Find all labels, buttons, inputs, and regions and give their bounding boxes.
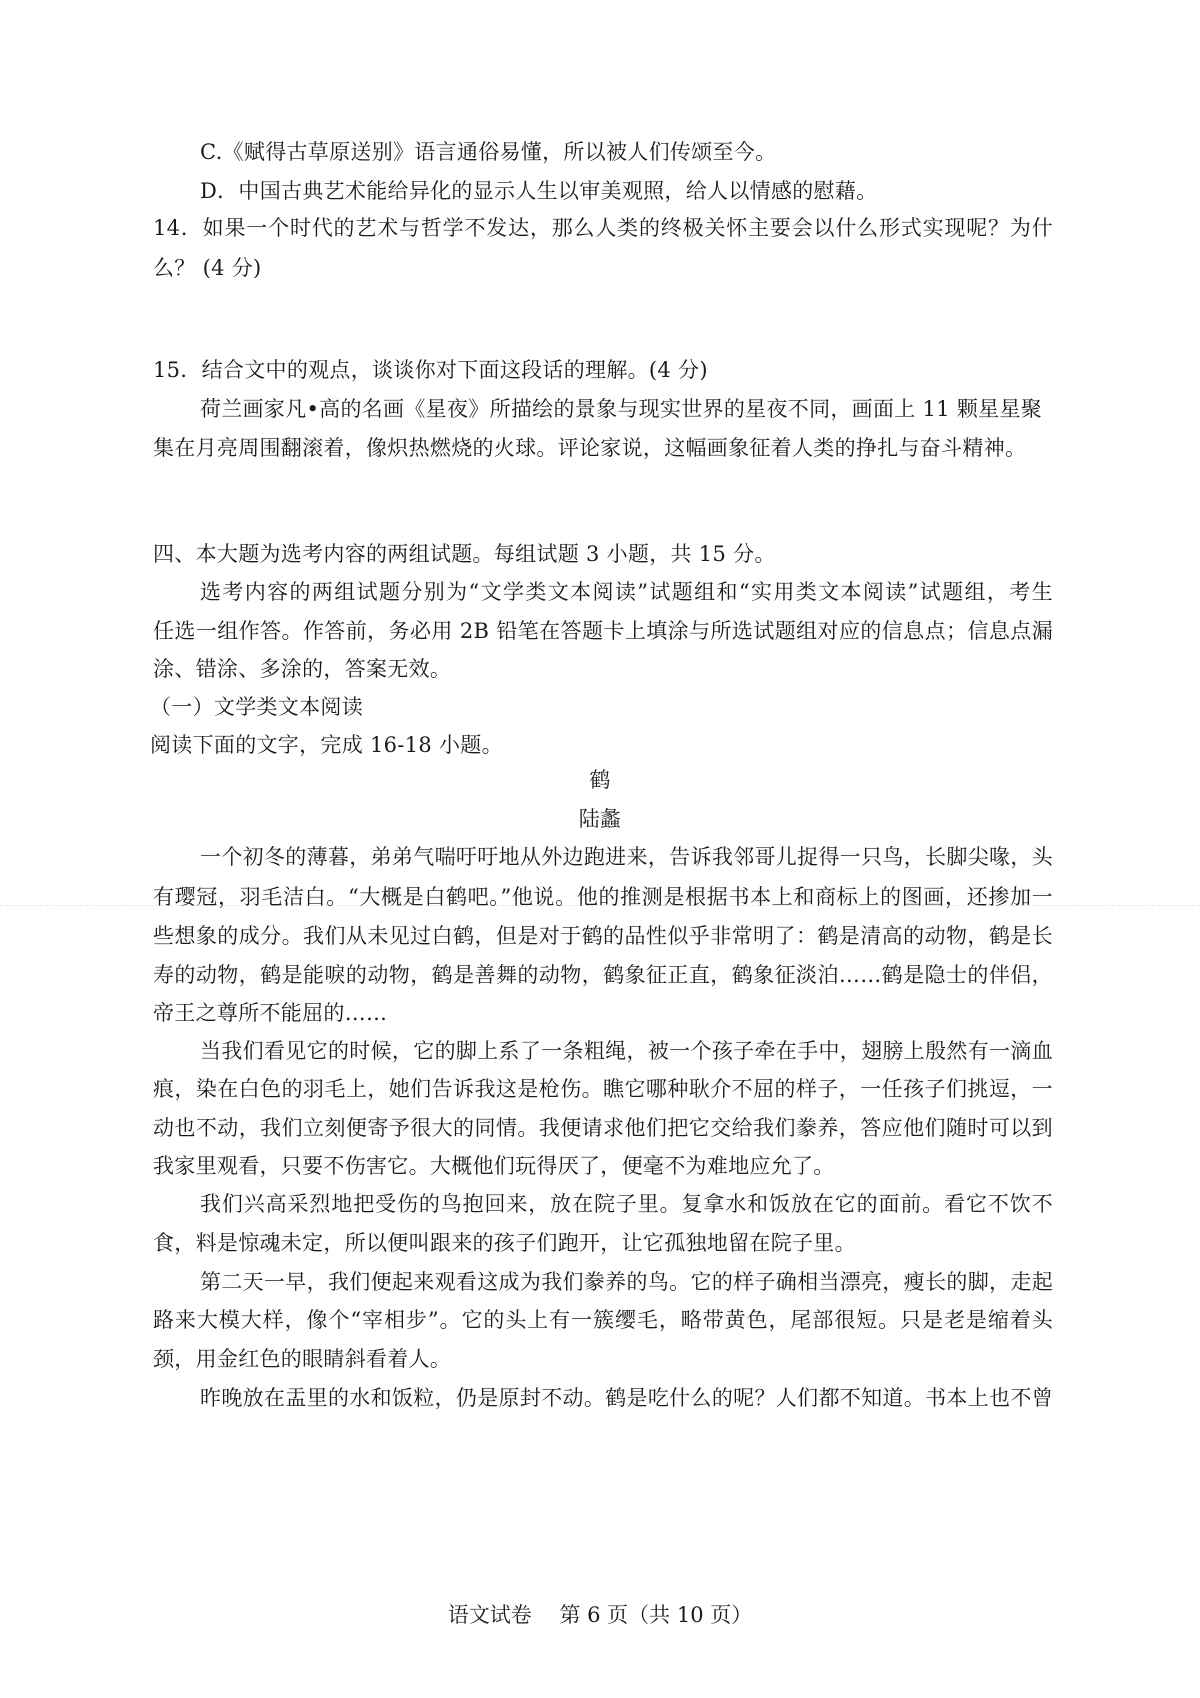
- article-p2-line: 痕，染在白色的羽毛上，她们告诉我这是枪伤。瞧它哪种耿介不屈的样子，一任孩子们挑逗，一: [153, 1077, 1053, 1101]
- group1-title: （一）文学类文本阅读: [150, 695, 363, 719]
- q15-quote-line2: 集在月亮周围翻滚着，像炽热燃烧的火球。评论家说，这幅画象征着人类的挣扎与奋斗精神。: [153, 436, 1027, 460]
- article-title: 鹤: [589, 768, 611, 792]
- article-p2-line: 我家里观看，只要不伤害它。大概他们玩得厌了，便毫不为难地应允了。: [153, 1154, 835, 1178]
- article-p2-line: 动也不动，我们立刻便寄予很大的同情。我便请求他们把它交给我们豢养，答应他们随时可以到: [153, 1116, 1053, 1140]
- q15-prompt: 15．结合文中的观点，谈谈你对下面这段话的理解。(4 分): [153, 358, 708, 382]
- article-p1-line: 寿的动物，鹤是能唳的动物，鹤是善舞的动物，鹤象征正直，鹤象征淡泊……鹤是隐士的伴侣，: [153, 963, 1053, 987]
- article-p5-line: 昨晚放在盂里的水和饭粒，仍是原封不动。鹤是吃什么的呢？人们都不知道。书本上也不曾: [200, 1386, 1053, 1410]
- article-p3-line: 我们兴高采烈地把受伤的鸟抱回来，放在院子里。复拿水和饭放在它的面前。看它不饮不: [200, 1192, 1053, 1216]
- section4-instructions-line2: 任选一组作答。作答前，务必用 2B 铅笔在答题卡上填涂与所选试题组对应的信息点；信息点漏: [153, 619, 1053, 643]
- article-p1-line: 帝王之尊所不能屈的……: [153, 1001, 388, 1025]
- article-p4-line: 第二天一早，我们便起来观看这成为我们豢养的鸟。它的样子确相当漂亮，瘦长的脚，走起: [200, 1270, 1053, 1294]
- section4-instructions-line1: 选考内容的两组试题分别为“文学类文本阅读”试题组和“实用类文本阅读”试题组，考生: [200, 580, 1053, 604]
- q14-text-line2: 么？ (4 分): [153, 256, 262, 280]
- article-p1-line: 有璎冠，羽毛洁白。“大概是白鹤吧。”他说。他的推测是根据书本上和商标上的图画，还掺加一: [153, 885, 1053, 909]
- page-footer: 语文试卷 第 6 页（共 10 页）: [447, 1603, 753, 1627]
- q13-option-c: C.《赋得古草原送别》语言通俗易懂，所以被人们传颂至今。: [200, 140, 777, 164]
- reading-prompt: 阅读下面的文字，完成 16-18 小题。: [150, 733, 503, 757]
- article-p4-line: 颈，用金红色的眼睛斜看着人。: [153, 1347, 452, 1371]
- section4-heading: 四、本大题为选考内容的两组试题。每组试题 3 小题，共 15 分。: [153, 542, 776, 566]
- q15-quote-line1: 荷兰画家凡•高的名画《星夜》所描绘的景象与现实世界的星夜不同，画面上 11 颗星星聚: [200, 397, 1043, 421]
- article-author: 陆蠡: [578, 807, 622, 831]
- article-p4-line: 路来大模大样，像个“宰相步”。它的头上有一簇缨毛，略带黄色，尾部很短。只是老是缩着头: [153, 1308, 1053, 1332]
- article-p1-line: 些想象的成分。我们从未见过白鹤，但是对于鹤的品性似乎非常明了：鹤是清高的动物，鹤是长: [153, 924, 1053, 948]
- q13-option-d: D．中国古典艺术能给异化的显示人生以审美观照，给人以情感的慰藉。: [200, 179, 878, 203]
- q14-text-line1: 14．如果一个时代的艺术与哲学不发达，那么人类的终极关怀主要会以什么形式实现呢？为什: [153, 216, 1053, 240]
- article-p2-line: 当我们看见它的时候，它的脚上系了一条粗绳，被一个孩子牵在手中，翅膀上殷然有一滴血: [200, 1039, 1053, 1063]
- article-p3-line: 食，料是惊魂未定，所以便叫跟来的孩子们跑开，让它孤独地留在院子里。: [153, 1231, 856, 1255]
- article-p1-line: 一个初冬的薄暮，弟弟气喘吁吁地从外边跑进来，告诉我邻哥儿捉得一只鸟，长脚尖喙，头: [200, 845, 1053, 869]
- section4-instructions-line3: 涂、错涂、多涂的，答案无效。: [153, 657, 452, 681]
